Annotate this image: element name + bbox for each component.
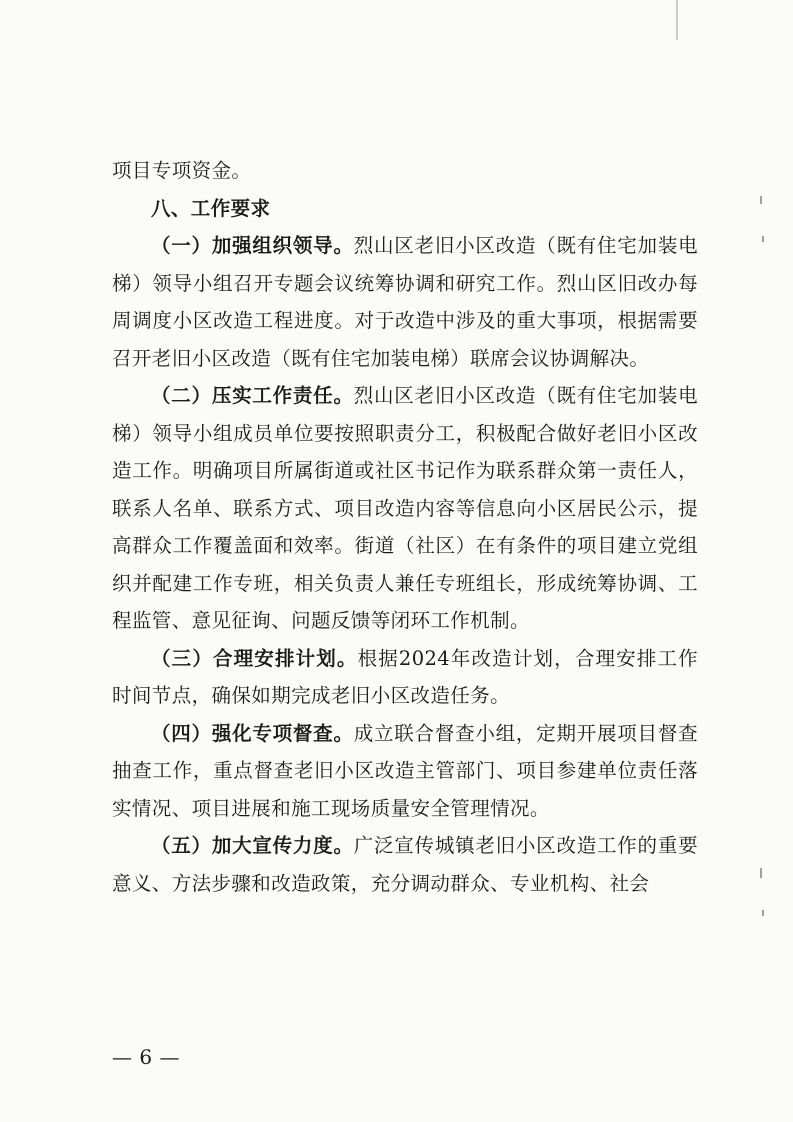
requirement-text-1: 烈山区老旧小区改造（既有住宅加装电梯）领导小组召开专题会议统筹协调和研究工作。烈山区旧改办每周调度小区改造工程进度。对于改造中涉及的重大事项，根据需要召开老旧小区改造（既有住宅加装电梯）联席会议协调解决。 xyxy=(112,234,698,370)
page-number: — 6 — xyxy=(112,1045,180,1069)
requirement-text-2: 烈山区老旧小区改造（既有住宅加装电梯）领导小组成员单位要按照职责分工，积极配合做好老旧小区改造工作。明确项目所属街道或社区书记作为联系群众第一责任人，联系人名单、联系方式、项目改造内容等信息向小区居民公示，提高群众工作覆盖面和效率。街道（社区）在有条件的项目建立党组织并配建工作专班，相关负责人兼任专班组长，形成统筹协调、工程监管、意见征询、问题反馈等闭环工作机制。 xyxy=(112,384,698,632)
requirement-paragraph-5 xyxy=(112,827,698,902)
requirement-lead-2: （二）压实工作责任。 xyxy=(151,384,354,407)
requirement-paragraph-4 xyxy=(112,715,698,828)
requirement-text-3: 根据2024年改造计划，合理安排工作时间节点，确保如期完成老旧小区改造任务。 xyxy=(112,646,698,707)
scan-edge-mark xyxy=(676,0,678,40)
scan-tick-mark xyxy=(762,910,764,916)
scan-tick-mark xyxy=(762,236,764,242)
requirement-paragraph-2 xyxy=(112,377,698,640)
scan-tick-mark xyxy=(760,196,762,204)
requirement-lead-4: （四）强化专项督查。 xyxy=(151,721,354,745)
document-body xyxy=(112,152,698,902)
requirement-text-4: 成立联合督查小组，定期开展项目督查抽查工作，重点督查老旧小区改造主管部门、项目参建单位责任落实情况、项目进展和施工现场质量安全管理情况。 xyxy=(112,721,698,820)
section-heading: 八、工作要求 xyxy=(151,196,271,220)
continuation-paragraph: 项目专项资金。 xyxy=(112,159,252,182)
requirement-paragraph-3 xyxy=(112,640,698,715)
requirement-paragraph-1 xyxy=(112,227,698,377)
requirement-lead-5: （五）加大宣传力度。 xyxy=(151,834,354,857)
requirement-lead-3: （三）合理安排计划。 xyxy=(151,646,358,670)
requirement-lead-1: （一）加强组织领导。 xyxy=(151,234,354,257)
requirement-text-5: 广泛宣传城镇老旧小区改造工作的重要意义、方法步骤和改造政策，充分调动群众、专业机构、社会 xyxy=(112,834,698,895)
scan-tick-mark xyxy=(760,868,762,878)
